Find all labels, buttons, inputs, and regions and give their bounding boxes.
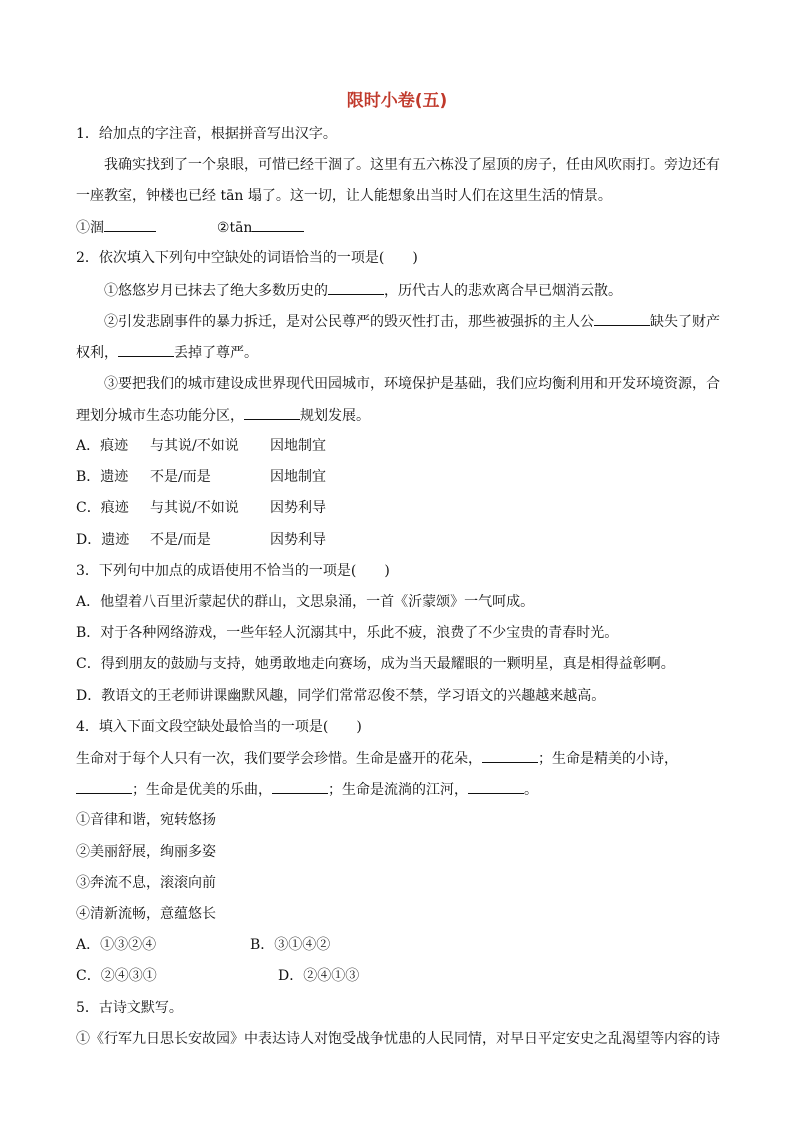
q2-s2-part-a: ②引发悲剧事件的暴力拆迁，是对公民尊严的毁灭性打击，那些被强拆的主人公 bbox=[104, 314, 594, 330]
q2-stem: 2．依次填入下列句中空缺处的词语恰当的一项是( ) bbox=[76, 250, 418, 266]
q2-sentence-1 bbox=[104, 280, 622, 301]
q2-s1-part-b: ，历代古人的悲欢离合早已烟消云散。 bbox=[384, 283, 622, 299]
q4-p1-part-a: 生命对于每个人只有一次，我们要学会珍惜。生命是盛开的花朵， bbox=[76, 751, 482, 767]
q1-passage-line1: 我确实找到了一个泉眼，可惜已经干涸了。这里有五六栋没了屋顶的房子，任由风吹雨打。旁边还有 bbox=[104, 157, 720, 173]
q2-blank-4[interactable] bbox=[244, 405, 300, 420]
q2-option-c-col1: C．痕迹 bbox=[76, 500, 129, 516]
q3-option-c[interactable]: C．得到朋友的鼓励与支持，她勇敢地走向赛场，成为当天最耀眼的一颗明星，真是相得益彰啊。 bbox=[76, 656, 675, 672]
q2-s3-part-c: 规划发展。 bbox=[300, 408, 370, 424]
q2-sentence-3-line1: ③要把我们的城市建设成世界现代田园城市，环境保护是基础，我们应均衡利用和开发环境资源，合 bbox=[104, 376, 720, 392]
q2-s2-part-c: 权利， bbox=[76, 345, 118, 361]
q4-options-row2 bbox=[76, 966, 359, 986]
q4-p2-part-a: ；生命是优美的乐曲， bbox=[132, 782, 272, 798]
q1-answer-1-label: ①涸 bbox=[76, 220, 104, 236]
q1-answer-1-blank[interactable] bbox=[104, 217, 156, 232]
q2-s1-part-a: ①悠悠岁月已抹去了绝大多数历史的 bbox=[104, 283, 328, 299]
q4-options-row1 bbox=[76, 935, 330, 955]
q2-option-d[interactable] bbox=[76, 530, 326, 550]
q2-s3-part-b: 理划分城市生态功能分区， bbox=[76, 408, 244, 424]
q4-p2-part-c: 。 bbox=[524, 782, 538, 798]
q2-s2-part-d: 丢掉了尊严。 bbox=[174, 345, 258, 361]
q1-answer-row bbox=[76, 217, 304, 238]
q4-item-4: ④清新流畅，意蕴悠长 bbox=[76, 906, 216, 922]
q2-option-a-col2: 与其说/不如说 bbox=[150, 438, 239, 454]
q4-passage-line1 bbox=[76, 748, 678, 769]
q2-blank-2[interactable] bbox=[594, 311, 650, 326]
q4-p1-part-b: ；生命是精美的小诗， bbox=[538, 751, 678, 767]
q2-sentence-2-line1 bbox=[104, 311, 720, 332]
q4-blank-4[interactable] bbox=[468, 779, 524, 794]
q4-option-c[interactable]: C．②④③① bbox=[76, 968, 157, 984]
q4-p2-part-b: ；生命是流淌的江河， bbox=[328, 782, 468, 798]
q4-option-d[interactable]: D．②④①③ bbox=[278, 968, 360, 984]
q2-sentence-3-line2 bbox=[76, 405, 370, 426]
q3-stem: 3．下列句中加点的成语使用不恰当的一项是( ) bbox=[76, 563, 390, 579]
q2-option-a-col1: A．痕迹 bbox=[76, 438, 129, 454]
q2-option-b-col1: B．遗迹 bbox=[76, 469, 129, 485]
q4-passage-line2 bbox=[76, 779, 538, 800]
q5-stem: 5．古诗文默写。 bbox=[76, 1000, 183, 1016]
q2-option-c[interactable] bbox=[76, 498, 326, 518]
q2-s2-part-b: 缺失了财产 bbox=[650, 314, 720, 330]
q2-option-c-col2: 与其说/不如说 bbox=[150, 500, 239, 516]
q5-item-1: ①《行军九日思长安故园》中表达诗人对饱受战争忧患的人民同情，对早日平定安史之乱渴望等内容的诗 bbox=[76, 1031, 720, 1047]
page-title: 限时小卷(五) bbox=[346, 91, 448, 111]
q4-blank-2[interactable] bbox=[76, 779, 132, 794]
q2-option-b-col2: 不是/而是 bbox=[150, 469, 211, 485]
q2-option-d-col3: 因势利导 bbox=[270, 532, 326, 548]
q3-option-a[interactable]: A．他望着八百里沂蒙起伏的群山，文思泉涌，一首《沂蒙颂》一气呵成。 bbox=[76, 594, 535, 610]
q4-blank-3[interactable] bbox=[272, 779, 328, 794]
q2-blank-3[interactable] bbox=[118, 342, 174, 357]
q3-option-d[interactable]: D．教语文的王老师讲课幽默风趣，同学们常常忍俊不禁，学习语文的兴趣越来越高。 bbox=[76, 688, 606, 704]
q2-option-b[interactable] bbox=[76, 467, 326, 487]
q4-option-a[interactable]: A．①③②④ bbox=[76, 937, 157, 953]
q4-item-3: ③奔流不息，滚滚向前 bbox=[76, 875, 216, 891]
q4-item-1: ①音律和谐，宛转悠扬 bbox=[76, 812, 216, 828]
q2-option-a[interactable] bbox=[76, 436, 326, 456]
q2-blank-1[interactable] bbox=[328, 280, 384, 295]
q2-option-c-col3: 因势利导 bbox=[270, 500, 326, 516]
q4-stem: 4．填入下面文段空缺处最恰当的一项是( ) bbox=[76, 719, 362, 735]
q2-option-b-col3: 因地制宜 bbox=[270, 469, 326, 485]
q4-item-2: ②美丽舒展，绚丽多姿 bbox=[76, 844, 216, 860]
q4-blank-1[interactable] bbox=[482, 748, 538, 763]
q2-sentence-2-line2 bbox=[76, 342, 258, 363]
q1-passage-line2: 一座教室，钟楼也已经 tān 塌了。这一切，让人能想象出当时人们在这里生活的情景。 bbox=[76, 188, 612, 204]
q2-option-a-col3: 因地制宜 bbox=[270, 438, 326, 454]
q3-option-b[interactable]: B．对于各种网络游戏，一些年轻人沉溺其中，乐此不疲，浪费了不少宝贵的青春时光。 bbox=[76, 625, 619, 641]
q2-option-d-col1: D．遗迹 bbox=[76, 532, 130, 548]
q1-stem: 1．给加点的字注音，根据拼音写出汉字。 bbox=[76, 126, 337, 142]
q2-option-d-col2: 不是/而是 bbox=[150, 532, 211, 548]
q4-option-b[interactable]: B．③①④② bbox=[250, 937, 331, 953]
q1-answer-2-label: ②tān bbox=[216, 220, 253, 236]
q1-answer-2-blank[interactable] bbox=[252, 217, 304, 232]
